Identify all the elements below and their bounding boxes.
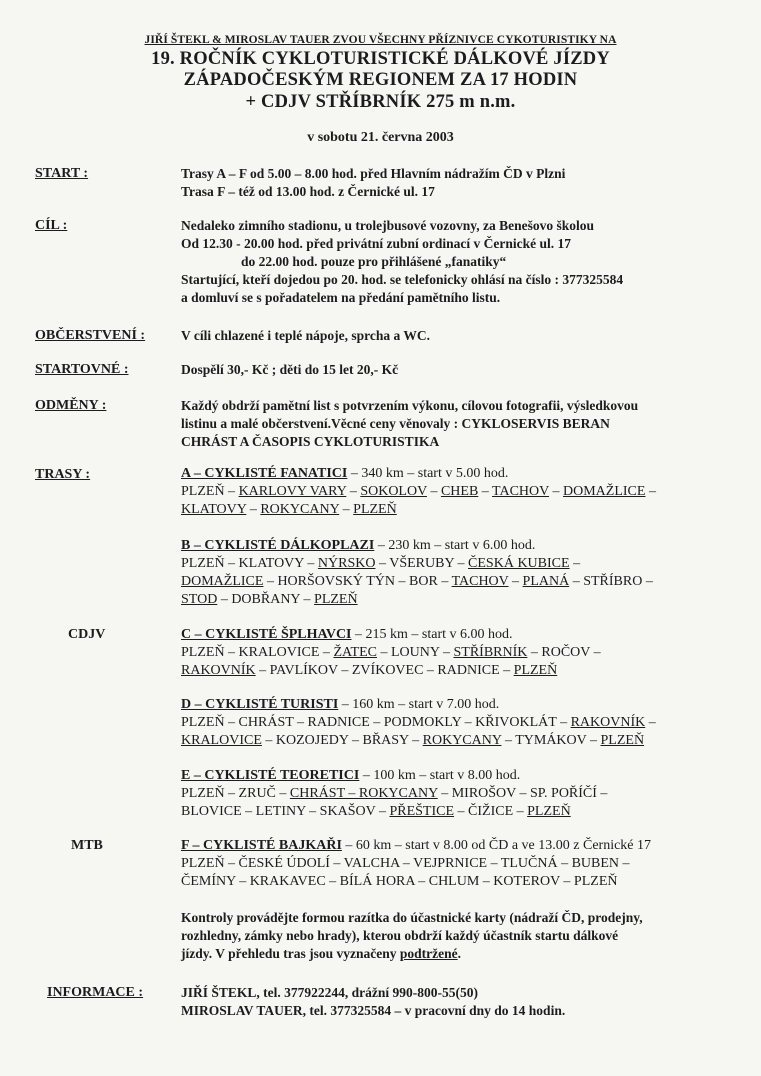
- obcerstveni-label: OBČERSTVENÍ :: [35, 328, 146, 343]
- route-segment: PLZEŇ – CHRÁST – RADNICE – PODMOKLY – KŘIVOKLÁT –: [181, 715, 571, 730]
- route-segment: – HORŠOVSKÝ TÝN – BOR –: [263, 574, 452, 589]
- underlined-checkpoint: KARLOVY VARY: [238, 484, 347, 499]
- route-segment: PLZEŇ – KLATOVY –: [181, 556, 318, 571]
- route-segment: ČEMÍNY – KRAKAVEC – BÍLÁ HORA – CHLUM – KOTEROV – PLZEŇ: [181, 874, 618, 889]
- route-segment: –: [569, 556, 581, 571]
- odmeny-line-3: CHRÁST A ČASOPIS CYKLOTURISTIKA: [181, 434, 440, 449]
- route-segment: –: [426, 484, 441, 499]
- route-e-info: – 100 km – start v 8.00 hod.: [359, 768, 521, 783]
- route-c-info: – 215 km – start v 6.00 hod.: [351, 627, 513, 642]
- startovne-text: Dospělí 30,- Kč ; děti do 15 let 20,- Kč: [181, 362, 399, 377]
- kontroly-underlined-word: podtržené: [399, 946, 458, 961]
- route-d-name: D – CYKLISTÉ TURISTI: [181, 697, 339, 712]
- underlined-checkpoint: CHRÁST – ROKYCANY: [289, 786, 438, 801]
- kontroly-line-3-end: .: [457, 946, 462, 961]
- route-b-info: – 230 km – start v 6.00 hod.: [374, 538, 536, 553]
- route-segment: –: [339, 502, 354, 517]
- cdjv-label: CDJV: [68, 627, 106, 642]
- cil-line-2: Od 12.30 - 20.00 hod. před privátní zubní ordinací v Černické ul. 17: [181, 236, 572, 251]
- kontroly-line-2: rozhledny, zámky nebo hrady), kterou obdrží každý účastník startu dálkové: [181, 928, 619, 943]
- underlined-checkpoint: PLZEŇ: [353, 502, 397, 517]
- route-segment: –: [645, 484, 656, 499]
- odmeny-label: ODMĚNY :: [35, 398, 107, 413]
- cil-line-1: Nedaleko zimního stadionu, u trolejbusové vozovny, za Benešovo školou: [181, 218, 595, 233]
- start-label: START :: [35, 166, 89, 181]
- start-line-2: Trasa F – též od 13.00 hod. z Černické ul. 17: [181, 184, 435, 199]
- route-segment: – PAVLÍKOV – ZVÍKOVEC – RADNICE –: [255, 663, 514, 678]
- route-segment: – LOUNY –: [377, 645, 454, 660]
- underlined-checkpoint: DOMAŽLICE: [181, 574, 264, 589]
- underlined-checkpoint: STOD: [181, 592, 218, 607]
- route-a-name: A – CYKLISTÉ FANATICI: [181, 466, 348, 481]
- route-segment: – DOBŘANY –: [217, 592, 315, 607]
- route-c-line-2: [181, 663, 557, 679]
- route-a-header: [181, 466, 508, 482]
- cil-line-4: Startující, kteří dojedou po 20. hod. se telefonicky ohlásí na číslo : 377325584: [181, 272, 624, 287]
- route-b-line-1: [181, 556, 580, 572]
- underlined-checkpoint: ROKYCANY: [260, 502, 340, 517]
- route-segment: PLZEŇ – ZRUČ –: [181, 786, 290, 801]
- route-segment: – ROČOV –: [527, 645, 601, 660]
- route-segment: – STŘÍBRO –: [569, 574, 653, 589]
- underlined-checkpoint: KRALOVICE: [181, 733, 262, 748]
- route-e-line-2: [181, 804, 571, 820]
- organizers-line: JIŘÍ ŠTEKL & MIROSLAV TAUER ZVOU VŠECHNY PŘÍZNIVCE CYKOTURISTIKY NA: [144, 34, 617, 46]
- route-b-name: B – CYKLISTÉ DÁLKOPLAZI: [181, 538, 375, 553]
- route-f-line-1: [181, 856, 630, 872]
- route-segment: PLZEŇ – KRALOVICE –: [181, 645, 334, 660]
- informace-line-1: JIŘÍ ŠTEKL, tel. 377922244, drážní 990-800-55(50): [181, 985, 478, 1000]
- kontroly-line-3: [181, 946, 461, 962]
- route-segment: – VŠERUBY –: [375, 556, 469, 571]
- route-b-line-2: [181, 574, 653, 590]
- route-segment: – ČIŽICE –: [454, 804, 528, 819]
- route-segment: –: [508, 574, 523, 589]
- route-c-name: C – CYKLISTÉ ŠPLHAVCI: [181, 627, 352, 642]
- route-segment: –: [478, 484, 493, 499]
- start-line-1: Trasy A – F od 5.00 – 8.00 hod. před Hlavním nádražím ČD v Plzni: [181, 166, 566, 181]
- route-a-line-1: [181, 484, 656, 500]
- mtb-label: MTB: [71, 838, 103, 853]
- odmeny-line-2: listinu a malé občerstvení.Věcné ceny věnovaly : CYKLOSERVIS BERAN: [181, 416, 610, 431]
- title-line-3: + CDJV STŘÍBRNÍK 275 m n.m.: [245, 92, 516, 112]
- underlined-checkpoint: NÝRSKO: [317, 556, 376, 571]
- startovne-label: STARTOVNÉ :: [35, 362, 129, 377]
- underlined-checkpoint: SOKOLOV: [360, 484, 427, 499]
- odmeny-line-1: Každý obdrží pamětní list s potvrzením výkonu, cílovou fotografii, výsledkovou: [181, 398, 639, 413]
- underlined-checkpoint: CHEB: [440, 484, 479, 499]
- informace-line-2: MIROSLAV TAUER, tel. 377325584 – v pracovní dny do 14 hodin.: [181, 1003, 566, 1018]
- cil-label: CÍL :: [35, 218, 68, 233]
- route-d-header: [181, 697, 499, 713]
- cil-line-5: a domluví se s pořadatelem na předání pamětního listu.: [181, 290, 501, 305]
- kontroly-line-1: Kontroly provádějte formou razítka do účastnické karty (nádraží ČD, prodejny,: [181, 910, 643, 925]
- route-segment: – MIROŠOV – SP. POŘÍČÍ –: [437, 786, 608, 801]
- underlined-checkpoint: STŘÍBRNÍK: [453, 645, 528, 660]
- underlined-checkpoint: ČESKÁ KUBICE: [468, 556, 570, 571]
- route-f-info: – 60 km – start v 8.00 od ČD a ve 13.00 z Černické 17: [341, 838, 652, 853]
- route-segment: –: [346, 484, 361, 499]
- underlined-checkpoint: KLATOVY: [181, 502, 247, 517]
- underlined-checkpoint: PLZEŇ: [513, 663, 558, 678]
- route-segment: – TYMÁKOV –: [501, 733, 601, 748]
- trasy-label: TRASY :: [35, 467, 91, 482]
- underlined-checkpoint: TACHOV: [451, 574, 509, 589]
- title-line-2: ZÁPADOČESKÝM REGIONEM ZA 17 HODIN: [183, 70, 578, 90]
- route-f-header: [181, 838, 651, 854]
- route-c-line-1: [181, 645, 601, 661]
- obcerstveni-text: V cíli chlazené i teplé nápoje, sprcha a WC.: [181, 328, 430, 343]
- underlined-checkpoint: RAKOVNÍK: [181, 663, 256, 678]
- underlined-checkpoint: PLZEŇ: [314, 592, 358, 607]
- event-date: v sobotu 21. června 2003: [307, 130, 454, 145]
- route-d-line-1: [181, 715, 656, 731]
- route-segment: –: [246, 502, 261, 517]
- route-segment: – KOZOJEDY – BŘASY –: [261, 733, 423, 748]
- route-segment: BLOVICE – LETINY – SKAŠOV –: [181, 804, 390, 819]
- kontroly-line-3-text: jízdy. V přehledu tras jsou vyznačeny: [181, 946, 400, 961]
- route-e-header: [181, 768, 520, 784]
- informace-label: INFORMACE :: [47, 985, 144, 1000]
- route-segment: –: [549, 484, 564, 499]
- route-segment: –: [645, 715, 656, 730]
- route-b-line-3: [181, 592, 358, 608]
- title-line-1: 19. ROČNÍK CYKLOTURISTICKÉ DÁLKOVÉ JÍZDY: [151, 49, 610, 69]
- route-f-name: F – CYKLISTÉ BAJKAŘI: [181, 838, 342, 853]
- underlined-checkpoint: PLANÁ: [522, 574, 570, 589]
- underlined-checkpoint: ROKYCANY: [422, 733, 502, 748]
- underlined-checkpoint: RAKOVNÍK: [570, 715, 646, 730]
- underlined-checkpoint: PŘEŠTICE: [389, 804, 455, 819]
- route-d-info: – 160 km – start v 7.00 hod.: [338, 697, 500, 712]
- route-a-info: – 340 km – start v 5.00 hod.: [347, 466, 509, 481]
- cil-line-3: do 22.00 hod. pouze pro přihlášené „fanatiky“: [241, 254, 507, 269]
- underlined-checkpoint: PLZEŇ: [600, 733, 645, 748]
- underlined-checkpoint: PLZEŇ: [527, 804, 571, 819]
- route-segment: PLZEŇ – ČESKÉ ÚDOLÍ – VALCHA – VEJPRNICE – TLUČNÁ – BUBEN –: [181, 856, 630, 871]
- route-e-line-1: [181, 786, 607, 802]
- route-a-line-2: [181, 502, 397, 518]
- underlined-checkpoint: DOMAŽLICE: [563, 484, 646, 499]
- route-c-header: [181, 627, 513, 643]
- route-e-name: E – CYKLISTÉ TEORETICI: [181, 768, 360, 783]
- underlined-checkpoint: ŽATEC: [333, 645, 377, 660]
- route-b-header: [181, 538, 535, 554]
- underlined-checkpoint: TACHOV: [492, 484, 550, 499]
- route-segment: PLZEŇ –: [181, 484, 239, 499]
- route-f-line-2: [181, 874, 617, 890]
- route-d-line-2: [181, 733, 644, 749]
